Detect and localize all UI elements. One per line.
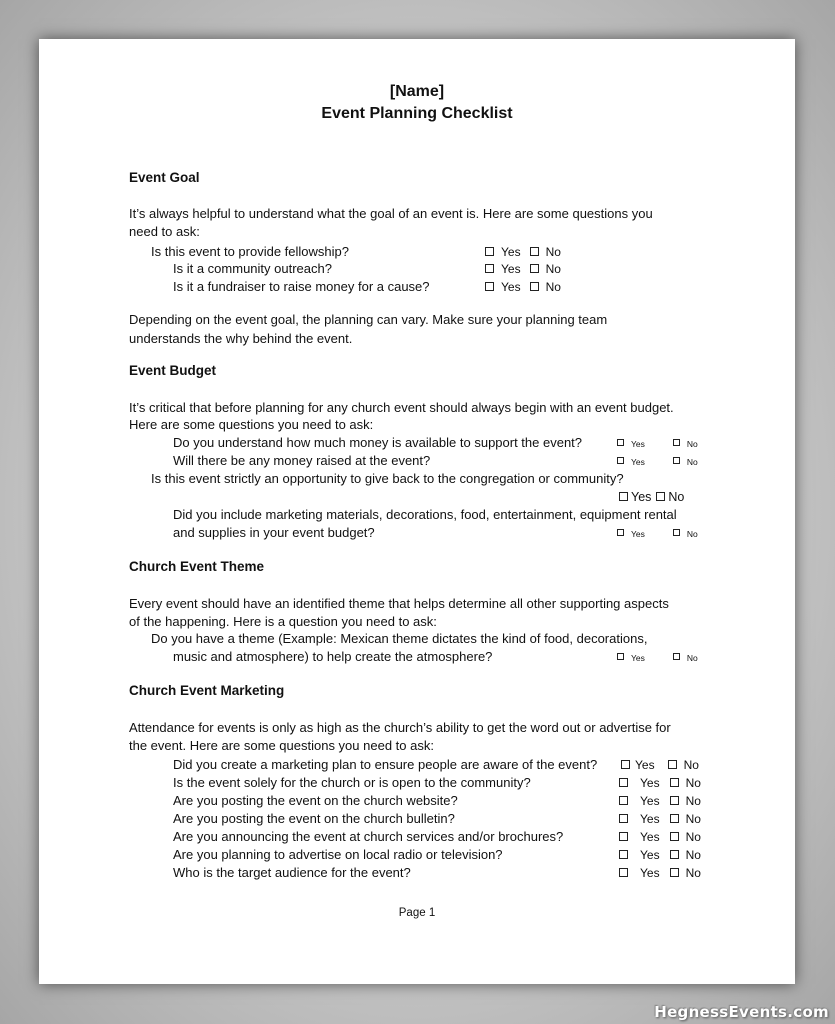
marketing-q4-options: Yes No bbox=[619, 812, 701, 826]
goal-intro-line-1: It’s always helpful to understand what the goal of an event is. Here are some questions you bbox=[129, 206, 653, 221]
no-checkbox[interactable] bbox=[673, 653, 680, 660]
yes-checkbox[interactable] bbox=[485, 247, 494, 256]
yes-checkbox[interactable] bbox=[617, 653, 624, 660]
budget-question-2: Will there be any money raised at the event? bbox=[173, 453, 431, 468]
budget-intro-line-1: It’s critical that before planning for any church event should always begin with an event budget. bbox=[129, 400, 674, 415]
goal-question-1: Is this event to provide fellowship? bbox=[151, 244, 349, 259]
yes-checkbox[interactable] bbox=[617, 457, 624, 464]
document-page bbox=[39, 39, 795, 984]
goal-outro-line-1: Depending on the event goal, the planning can vary. Make sure your planning team bbox=[129, 312, 608, 327]
theme-q1-options: Yes No bbox=[617, 653, 698, 663]
budget-q2-options: Yes No bbox=[617, 457, 698, 467]
section-heading-budget: Event Budget bbox=[129, 363, 217, 378]
marketing-q7-options: Yes No bbox=[619, 866, 701, 880]
marketing-question-1: Did you create a marketing plan to ensure people are aware of the event? bbox=[173, 757, 598, 772]
budget-question-4: Did you include marketing materials, decorations, food, entertainment, equipment rental bbox=[173, 507, 677, 522]
budget-question-3: Is this event strictly an opportunity to give back to the congregation or community? bbox=[151, 471, 624, 486]
page-number: Page 1 bbox=[398, 907, 436, 919]
yes-checkbox[interactable] bbox=[617, 439, 624, 446]
section-heading-goal: Event Goal bbox=[129, 170, 200, 185]
no-checkbox[interactable] bbox=[530, 247, 539, 256]
theme-question-1: Do you have a theme (Example: Mexican theme dictates the kind of food, decorations, bbox=[151, 631, 648, 646]
yes-checkbox[interactable] bbox=[485, 264, 494, 273]
marketing-question-4: Are you posting the event on the church bulletin? bbox=[173, 811, 455, 826]
theme-intro-line-2: of the happening. Here is a question you need to ask: bbox=[129, 614, 437, 629]
yes-checkbox[interactable] bbox=[621, 760, 630, 769]
theme-intro-line-1: Every event should have an identified theme that helps determine all other supporting aspects bbox=[129, 596, 669, 611]
yes-checkbox[interactable] bbox=[617, 529, 624, 536]
no-checkbox[interactable] bbox=[670, 868, 679, 877]
marketing-q6-options: Yes No bbox=[619, 848, 701, 862]
yes-checkbox[interactable] bbox=[619, 814, 628, 823]
no-checkbox[interactable] bbox=[530, 264, 539, 273]
marketing-q2-options: Yes No bbox=[619, 776, 701, 790]
marketing-q1-options: Yes No bbox=[621, 758, 699, 772]
goal-q2-options: Yes No bbox=[485, 262, 561, 276]
marketing-q3-options: Yes No bbox=[619, 794, 701, 808]
no-checkbox[interactable] bbox=[670, 850, 679, 859]
marketing-question-2: Is the event solely for the church or is open to the community? bbox=[173, 775, 531, 790]
budget-q3-options: Yes No bbox=[619, 490, 684, 504]
goal-outro-line-2: understands the why behind the event. bbox=[129, 331, 353, 346]
yes-checkbox[interactable] bbox=[619, 778, 628, 787]
no-checkbox[interactable] bbox=[670, 814, 679, 823]
no-checkbox[interactable] bbox=[670, 796, 679, 805]
goal-question-3: Is it a fundraiser to raise money for a cause? bbox=[173, 279, 430, 294]
marketing-question-5: Are you announcing the event at church services and/or brochures? bbox=[173, 829, 564, 844]
no-checkbox[interactable] bbox=[673, 529, 680, 536]
budget-intro-line-2: Here are some questions you need to ask: bbox=[129, 417, 374, 432]
no-checkbox[interactable] bbox=[673, 457, 680, 464]
section-heading-theme: Church Event Theme bbox=[129, 559, 265, 574]
marketing-question-6: Are you planning to advertise on local radio or television? bbox=[173, 847, 503, 862]
watermark: HegnessEvents.com bbox=[654, 1003, 829, 1021]
budget-q4-options: Yes No bbox=[617, 529, 698, 539]
goal-question-2: Is it a community outreach? bbox=[173, 261, 332, 276]
marketing-question-7: Who is the target audience for the event? bbox=[173, 865, 411, 880]
budget-question-4-cont: and supplies in your event budget? bbox=[173, 525, 375, 540]
document-name: [Name] bbox=[389, 83, 445, 100]
yes-checkbox[interactable] bbox=[619, 850, 628, 859]
yes-checkbox[interactable] bbox=[619, 492, 628, 501]
no-checkbox[interactable] bbox=[530, 282, 539, 291]
budget-q1-options: Yes No bbox=[617, 439, 698, 449]
no-checkbox[interactable] bbox=[668, 760, 677, 769]
document-title: Event Planning Checklist bbox=[321, 105, 513, 122]
marketing-question-3: Are you posting the event on the church website? bbox=[173, 793, 458, 808]
yes-checkbox[interactable] bbox=[619, 832, 628, 841]
goal-q1-options: Yes No bbox=[485, 245, 561, 259]
marketing-intro-line-1: Attendance for events is only as high as the church’s ability to get the word out or advertise for bbox=[129, 720, 671, 735]
goal-q3-options: Yes No bbox=[485, 280, 561, 294]
yes-checkbox[interactable] bbox=[619, 796, 628, 805]
marketing-intro-line-2: the event. Here are some questions you need to ask: bbox=[129, 738, 434, 753]
goal-intro-line-2: need to ask: bbox=[129, 224, 200, 239]
section-heading-marketing: Church Event Marketing bbox=[129, 683, 285, 698]
no-checkbox[interactable] bbox=[673, 439, 680, 446]
budget-question-1: Do you understand how much money is available to support the event? bbox=[173, 435, 583, 450]
no-checkbox[interactable] bbox=[656, 492, 665, 501]
yes-checkbox[interactable] bbox=[619, 868, 628, 877]
theme-question-1-cont: music and atmosphere) to help create the atmosphere? bbox=[173, 649, 493, 664]
yes-checkbox[interactable] bbox=[485, 282, 494, 291]
marketing-q5-options: Yes No bbox=[619, 830, 701, 844]
no-checkbox[interactable] bbox=[670, 778, 679, 787]
no-checkbox[interactable] bbox=[670, 832, 679, 841]
